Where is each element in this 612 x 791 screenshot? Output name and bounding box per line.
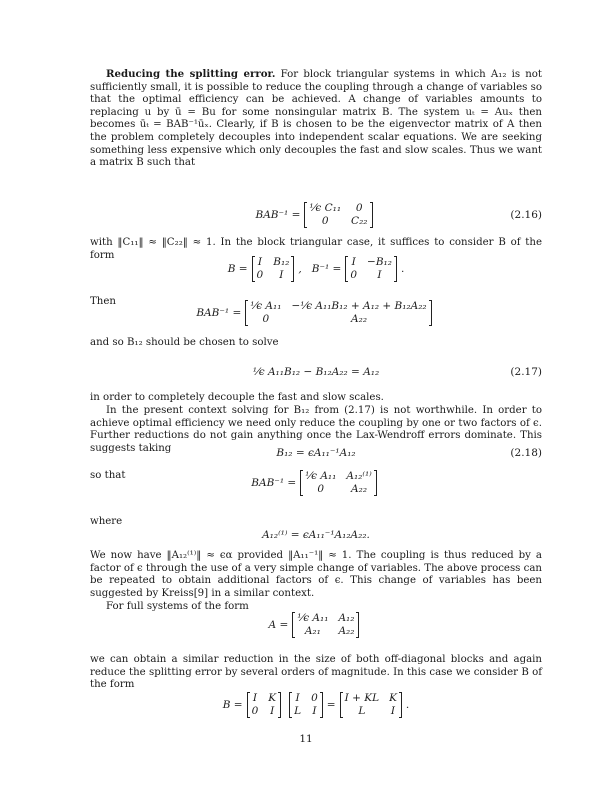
eq-end: . [400, 263, 405, 275]
paragraph: with ‖C₁₁‖ ≈ ‖C₂₂‖ ≈ 1. In the block triangular case, it suffices to consider B of the form [90, 237, 542, 261]
cell: I [257, 256, 262, 268]
cell: B₁₂ [273, 256, 290, 268]
cell: I + KL [344, 692, 380, 704]
cell: 0 [355, 202, 363, 214]
equation-number: (2.17) [510, 366, 542, 378]
matrix [300, 470, 377, 496]
cell: 0 [256, 269, 264, 281]
eq-lhs: B = [227, 263, 248, 275]
cell: A₂₂ [351, 483, 368, 495]
paragraph-text: For block triangular systems in which A₁₂ is not sufficiently small, it is possible to reduce the coupling through a change of variables so that the optimal efficiency can be achieved. A change of variables amounts to replacing u by ū = Bu for some nonsingular matrix B. The system uₜ = Auₓ then becomes ūₜ = BAB⁻¹ūₓ. Clearly, if B is chosen to be the eigenvector matrix of A then the problem completely decouples into independent scalar equations. We are seeking something less expensive which only decouples the fast and slow scales. Thus we want a matrix B such that [90, 69, 543, 169]
equation-number: (2.16) [510, 209, 542, 221]
cell: ¹⁄ϵ A₁₁ [297, 612, 329, 624]
matrix [340, 692, 402, 718]
eq-mid: = [326, 699, 336, 711]
page-number: 11 [299, 733, 313, 745]
matrix [245, 300, 431, 326]
paragraph-splitting-error [90, 68, 542, 170]
equation-b-form [90, 252, 542, 286]
equation-2-18 [90, 436, 542, 470]
paragraph: we can obtain a similar reduction in the size of both off-diagonal blocks and again reduce the splitting error by several orders of magnitude. In this case we consider B of the form [90, 654, 542, 691]
cell: A₂₂ [351, 313, 368, 325]
eq-body: A₁₂⁽¹⁾ = ϵA₁₁⁻¹A₁₂A₂₂. [262, 529, 370, 541]
cell: K [389, 692, 397, 704]
cell: ¹⁄ϵ A₁₁ [250, 300, 282, 312]
cell: −B₁₂ [367, 256, 392, 268]
paragraph: Then [90, 296, 116, 307]
paragraph: so that [90, 470, 126, 481]
eq-body: ¹⁄ϵ A₁₁B₁₂ − B₁₂A₂₂ = A₁₂ [252, 366, 380, 378]
eq-lhs: B = [222, 699, 243, 711]
cell: 0 [311, 692, 318, 704]
eq-lhs: BAB⁻¹ = [251, 477, 297, 489]
matrix [247, 692, 282, 718]
cell: A₂₁ [304, 625, 321, 637]
cell: −¹⁄ϵ A₁₁B₁₂ + A₁₂ + B₁₂A₂₂ [291, 300, 427, 312]
matrix [289, 692, 323, 718]
paragraph: and so B₁₂ should be chosen to solve [90, 337, 279, 348]
matrix [345, 256, 397, 282]
cell: ¹⁄ϵ A₁₁ [305, 470, 337, 482]
cell: 0 [262, 313, 270, 325]
equation-2-16 [90, 198, 542, 232]
cell: A₁₂ [338, 612, 355, 624]
cell: C₂₂ [351, 215, 368, 227]
eq-end: . [405, 699, 410, 711]
paragraph: In the present context solving for B₁₂ from (2.17) is not worthwhile. In order to achieve optimal efficiency we need only reduce the coupling by one or two factors of ϵ. Further reductions do not gain anything once the Lax-Wendroff errors dominate. This suggests taking [90, 405, 542, 454]
cell: I [390, 705, 396, 717]
cell: K [268, 692, 277, 704]
matrix [292, 612, 359, 638]
cell: A₂₂ [338, 625, 355, 637]
equation-b-full [90, 688, 542, 722]
cell: I [312, 705, 317, 717]
eq-lhs: BAB⁻¹ = [255, 209, 301, 221]
cell: 0 [350, 269, 358, 281]
cell: I [270, 705, 275, 717]
paragraph: in order to completely decouple the fast and slow scales. [90, 392, 384, 403]
cell: A₁₂⁽¹⁾ [346, 470, 372, 482]
cell: 0 [251, 705, 259, 717]
section-heading: Reducing the splitting error. [106, 68, 276, 80]
cell: L [294, 705, 302, 717]
eq-body: B₁₂ = ϵA₁₁⁻¹A₁₂ [276, 447, 356, 459]
cell: I [252, 692, 257, 704]
cell: 0 [317, 483, 325, 495]
cell: I [351, 256, 356, 268]
cell: L [358, 705, 366, 717]
cell: I [279, 269, 284, 281]
eq-mid: , B⁻¹ = [298, 263, 342, 275]
matrix [304, 202, 372, 228]
paragraph: where [90, 516, 123, 527]
paragraph: We now have ‖A₁₂⁽¹⁾‖ ≈ ϵα provided ‖A₁₁⁻¹‖ ≈ 1. The coupling is thus reduced by a factor of ϵ through the use of a very simple change of variables. The above process can be repeated to obtain additional factors of ϵ. This change of variables has been suggested by Kreiss[9] in a similar context. [90, 550, 542, 599]
cell: I [377, 269, 382, 281]
cell: 0 [321, 215, 329, 227]
equation-where [90, 518, 542, 552]
equation-2-17 [90, 355, 542, 389]
equation-number: (2.18) [510, 447, 542, 459]
cell: ¹⁄ϵ C₁₁ [309, 202, 342, 214]
matrix [252, 256, 295, 282]
eq-lhs: A = [268, 619, 289, 631]
eq-lhs: BAB⁻¹ = [196, 307, 242, 319]
equation-then [90, 296, 542, 330]
cell: I [295, 692, 300, 704]
equation-so-that [90, 466, 542, 500]
equation-full-system [90, 608, 542, 642]
paragraph: For full systems of the form [106, 601, 249, 612]
